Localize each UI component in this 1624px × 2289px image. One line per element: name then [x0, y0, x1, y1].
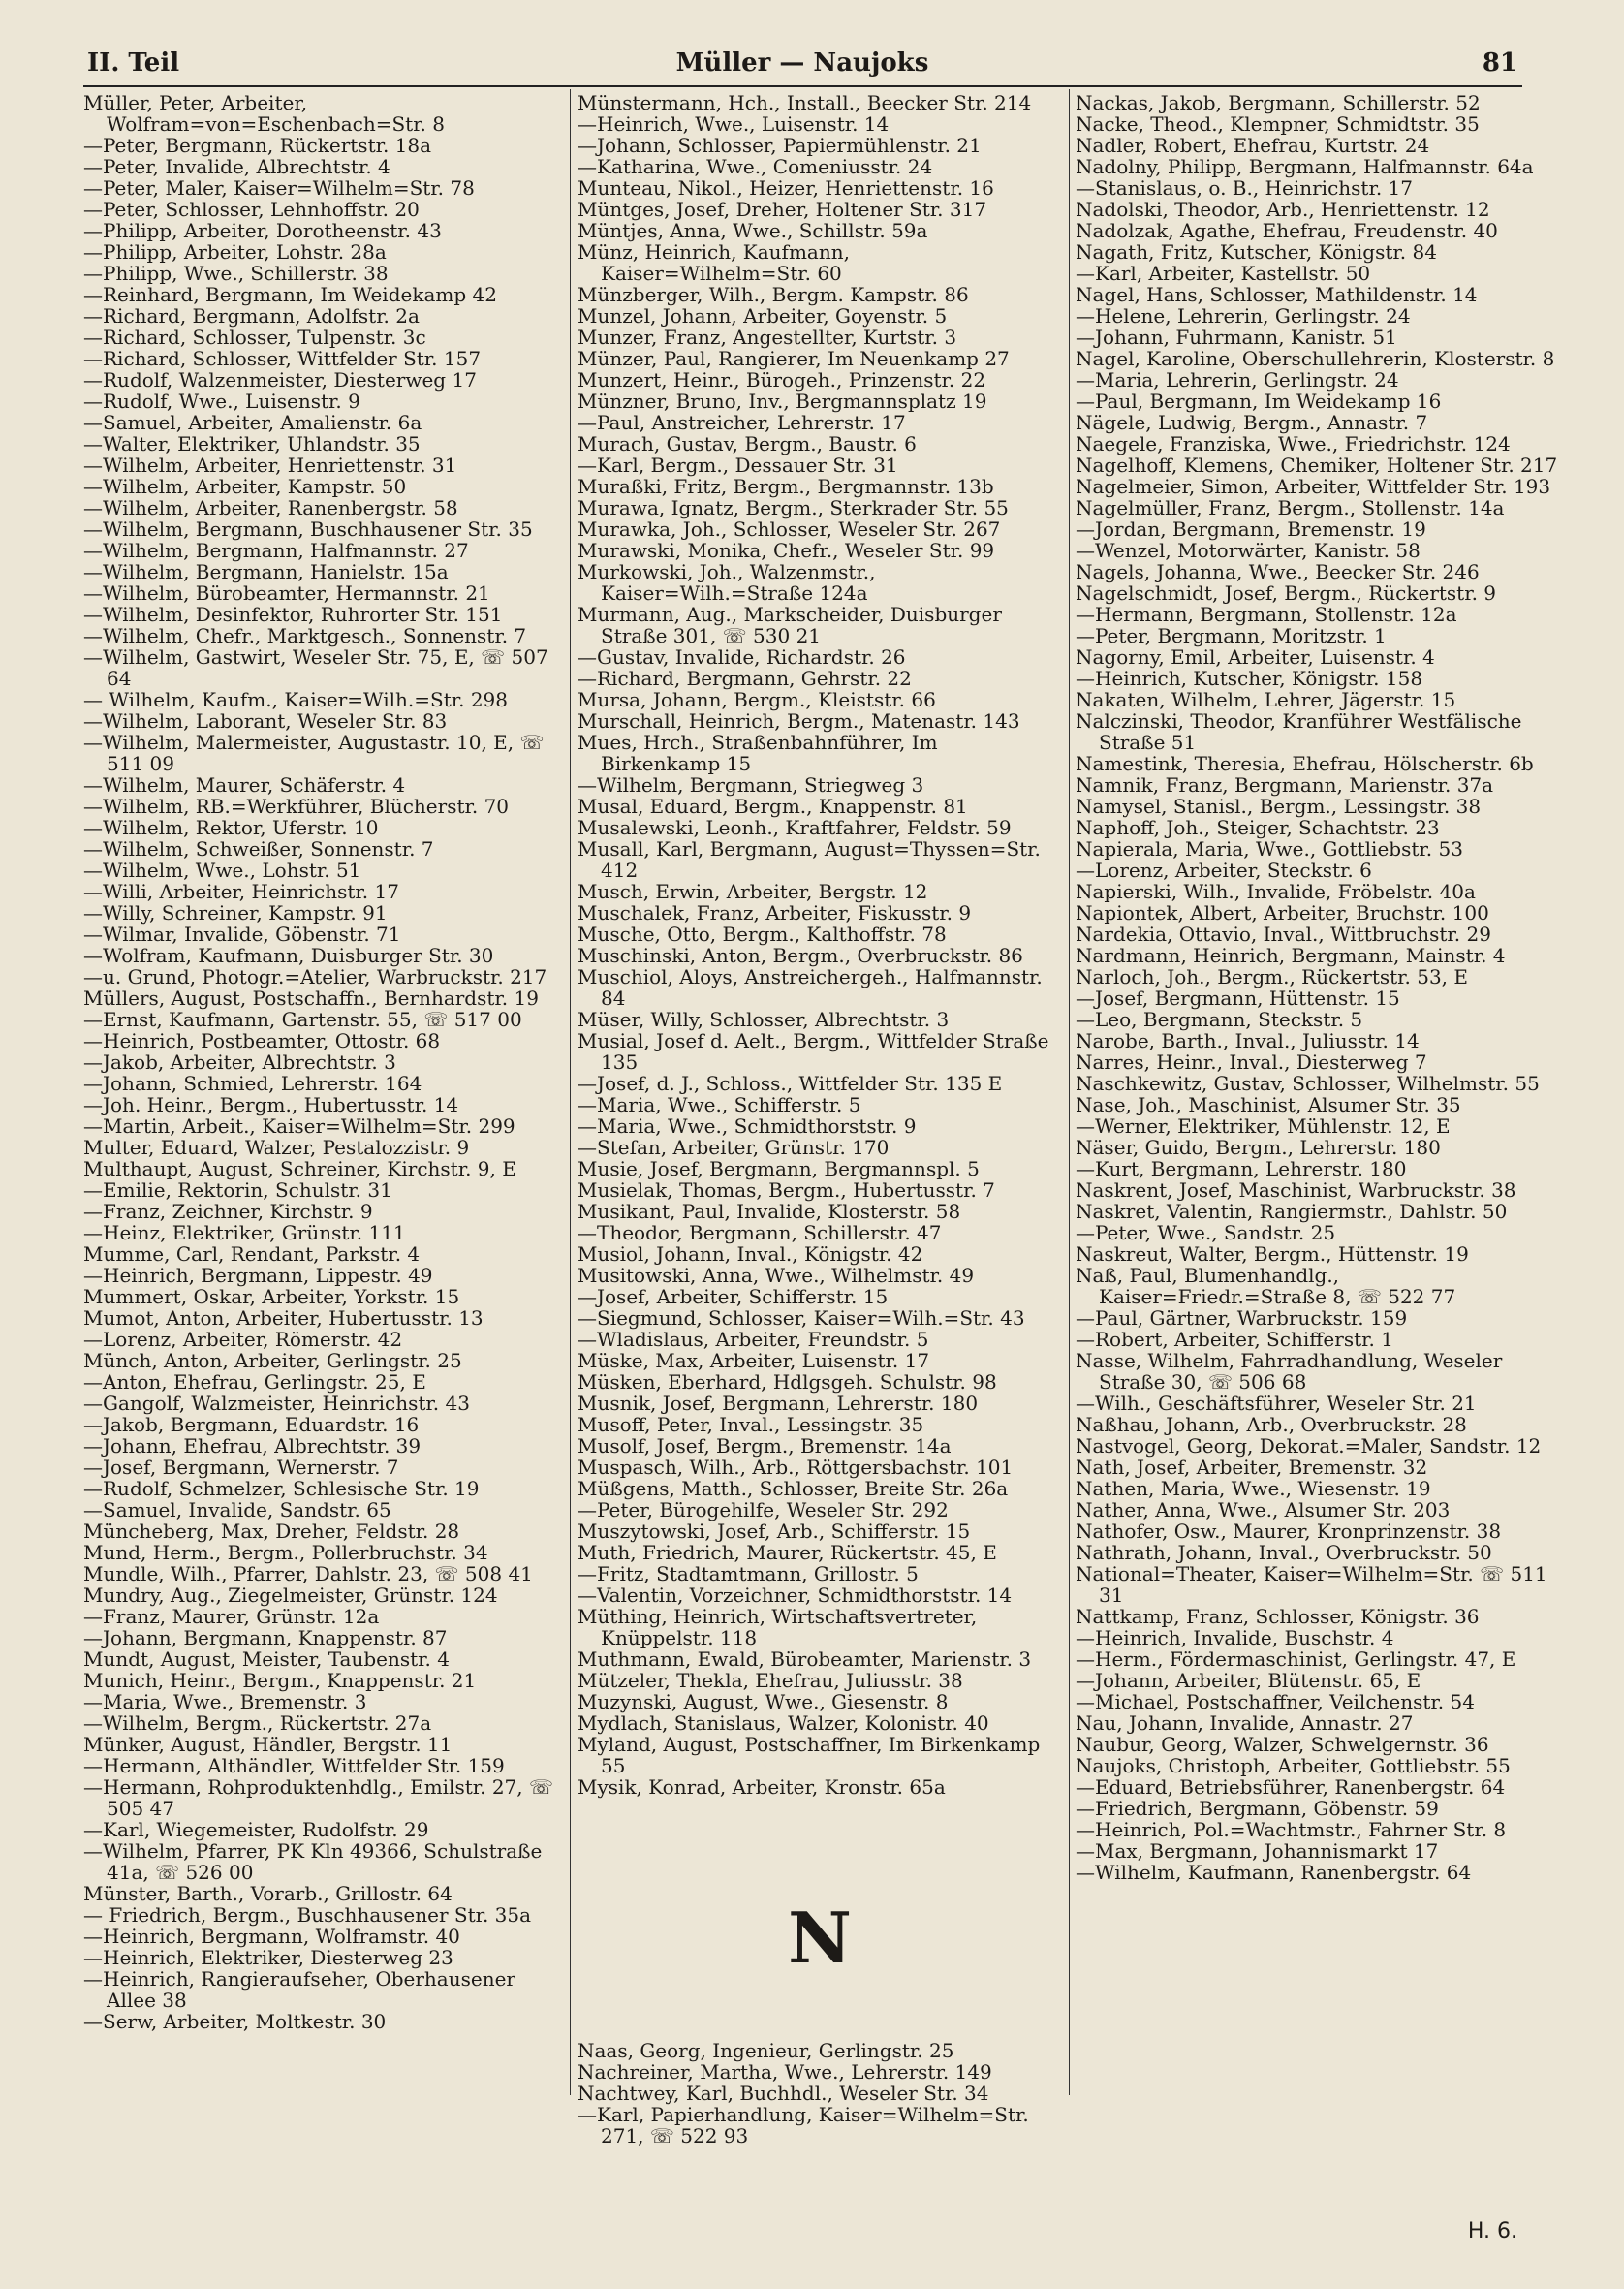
directory-entry: —Ernst, Kaufmann, Gartenstr. 55, ☏ 517 00: [83, 1008, 522, 1031]
directory-entry: Narobe, Barth., Inval., Juliusstr. 14: [1076, 1029, 1420, 1052]
directory-entry: Munzert, Heinr., Bürogeh., Prinzenstr. 22: [578, 368, 986, 392]
directory-entry: Mursa, Johann, Bergm., Kleiststr. 66: [578, 688, 936, 711]
directory-entry: Musnik, Josef, Bergmann, Lehrerstr. 180: [578, 1392, 979, 1415]
directory-entry: Musitowski, Anna, Wwe., Wilhelmstr. 49: [578, 1264, 975, 1287]
directory-entry: —Josef, d. J., Schloss., Wittfelder Str. 135 E: [578, 1072, 1003, 1095]
directory-entry: Naujoks, Christoph, Arbeiter, Gottliebstr. 55: [1076, 1754, 1511, 1777]
header-title: Müller — Naujoks: [675, 48, 929, 78]
directory-entry: —Rudolf, Wwe., Luisenstr. 9: [83, 390, 360, 413]
directory-entry: Naegele, Franziska, Wwe., Friedrichstr. 124: [1076, 432, 1511, 455]
directory-entry: Muschalek, Franz, Arbeiter, Fiskusstr. 9: [578, 901, 972, 925]
directory-entry: Naskreut, Walter, Bergm., Hüttenstr. 19: [1076, 1242, 1469, 1266]
directory-entry: Naskret, Valentin, Rangiermstr., Dahlstr. 50: [1076, 1200, 1508, 1223]
directory-entry: Nagath, Fritz, Kutscher, Königstr. 84: [1076, 240, 1437, 264]
directory-entry: —Heinrich, Bergmann, Wolframstr. 40: [83, 1925, 460, 1948]
directory-entry: Nattkamp, Franz, Schlosser, Königstr. 36: [1076, 1605, 1480, 1628]
directory-entry: —Karl, Wiegemeister, Rudolfstr. 29: [83, 1818, 429, 1841]
directory-entry: —Wilhelm, Chefr., Marktgesch., Sonnenstr. 7: [83, 624, 527, 647]
directory-entry: Musiol, Johann, Inval., Königstr. 42: [578, 1242, 923, 1266]
directory-entry: —Heinrich, Elektriker, Diesterweg 23: [83, 1946, 453, 1969]
directory-entry: —Maria, Lehrerin, Gerlingstr. 24: [1076, 368, 1399, 392]
directory-entry: —Richard, Bergmann, Gehrstr. 22: [578, 667, 912, 690]
directory-entry: —Martin, Arbeit., Kaiser=Wilhelm=Str. 299: [83, 1114, 515, 1138]
directory-entry: —Peter, Schlosser, Lehnhoffstr. 20: [83, 198, 420, 221]
directory-entry: —Lorenz, Arbeiter, Römerstr. 42: [83, 1328, 403, 1351]
directory-entry: —Heinrich, Wwe., Luisenstr. 14: [578, 112, 890, 136]
directory-entry: —Wilhelm, Desinfektor, Ruhrorter Str. 151: [83, 603, 503, 626]
directory-entry: —Paul, Anstreicher, Lehrerstr. 17: [578, 411, 906, 434]
directory-entry: —Katharina, Wwe., Comeniusstr. 24: [578, 155, 933, 178]
directory-entry: —Wilhelm, RB.=Werkführer, Blücherstr. 70: [83, 795, 510, 818]
directory-entry: —Wilhelm, Malermeister, Augustastr. 10, E, ☏ 511 09: [83, 731, 545, 775]
directory-entry: Napierski, Wilh., Invalide, Fröbelstr. 40a: [1076, 880, 1476, 903]
directory-entry: Näser, Guido, Bergm., Lehrerstr. 180: [1076, 1136, 1441, 1159]
directory-entry: —Willy, Schreiner, Kampstr. 91: [83, 901, 388, 925]
directory-entry: Musall, Karl, Bergmann, August=Thyssen=Str. 412: [578, 837, 1041, 882]
directory-entry: —Stefan, Arbeiter, Grünstr. 170: [578, 1136, 890, 1159]
page-header: [87, 48, 1517, 87]
directory-entry: —Peter, Invalide, Albrechtstr. 4: [83, 155, 390, 178]
directory-entry: — Friedrich, Bergm., Buschhausener Str. 35a: [83, 1903, 532, 1927]
directory-entry: Muschiol, Aloys, Anstreichergeh., Halfmannstr. 84: [578, 965, 1043, 1010]
directory-entry: —Samuel, Arbeiter, Amalienstr. 6a: [83, 411, 422, 434]
directory-entry: —Kurt, Bergmann, Lehrerstr. 180: [1076, 1157, 1407, 1180]
directory-entry: Murawka, Joh., Schlosser, Weseler Str. 267: [578, 517, 1001, 541]
directory-entry: Nagelmeier, Simon, Arbeiter, Wittfelder Str. 193: [1076, 475, 1551, 498]
header-part: II. Teil: [87, 48, 180, 78]
directory-entry: —Fritz, Stadtamtmann, Grillostr. 5: [578, 1562, 919, 1585]
directory-entry: Naskrent, Josef, Maschinist, Warbruckstr. 38: [1076, 1178, 1516, 1202]
directory-entry: —Hermann, Althändler, Wittfelder Str. 159: [83, 1754, 505, 1777]
directory-entry: —Helene, Lehrerin, Gerlingstr. 24: [1076, 304, 1411, 328]
directory-entry: —Friedrich, Bergmann, Göbenstr. 59: [1076, 1797, 1439, 1820]
directory-entry: —Peter, Bergmann, Moritzstr. 1: [1076, 624, 1387, 647]
directory-entry: —Philipp, Arbeiter, Dorotheenstr. 43: [83, 219, 442, 242]
directory-entry: Nau, Johann, Invalide, Annastr. 27: [1076, 1711, 1414, 1735]
directory-entry: Muthmann, Ewald, Bürobeamter, Marienstr. 3: [578, 1647, 1032, 1671]
header-rule: [83, 85, 1522, 87]
directory-entry: Nagelhoff, Klemens, Chemiker, Holtener Str. 217: [1076, 454, 1558, 477]
directory-entry: Musial, Josef d. Aelt., Bergm., Wittfelder Straße 135: [578, 1029, 1049, 1074]
directory-entry: —Wilhelm, Bergm., Rückertstr. 27a: [83, 1711, 432, 1735]
directory-entry: National=Theater, Kaiser=Wilhelm=Str. ☏ 511 31: [1076, 1562, 1547, 1607]
directory-entry: Mumot, Anton, Arbeiter, Hubertusstr. 13: [83, 1306, 484, 1330]
directory-entry: Nastvogel, Georg, Dekorat.=Maler, Sandstr. 12: [1076, 1434, 1542, 1458]
page-number: 81: [1482, 48, 1517, 78]
directory-entry: Müser, Willy, Schlosser, Albrechtstr. 3: [578, 1008, 950, 1031]
directory-entry: —Johann, Bergmann, Knappenstr. 87: [83, 1626, 448, 1649]
directory-entry: Münzner, Bruno, Inv., Bergmannsplatz 19: [578, 390, 987, 413]
directory-entry: Münster, Barth., Vorarb., Grillostr. 64: [83, 1882, 453, 1905]
directory-entry: —Wilhelm, Rektor, Uferstr. 10: [83, 816, 379, 839]
directory-entry: Mund, Herm., Bergm., Pollerbruchstr. 34: [83, 1541, 488, 1564]
directory-entry: —Samuel, Invalide, Sandstr. 65: [83, 1498, 391, 1521]
directory-entry: —Serw, Arbeiter, Moltkestr. 30: [83, 2010, 387, 2033]
directory-entry: Müsken, Eberhard, Hdlgsgeh. Schulstr. 98: [578, 1370, 997, 1394]
directory-entry: Naubur, Georg, Walzer, Schwelgernstr. 36: [1076, 1733, 1489, 1756]
directory-entry: —Richard, Schlosser, Wittfelder Str. 157: [83, 347, 482, 370]
directory-entry: —Franz, Maurer, Grünstr. 12a: [83, 1605, 380, 1628]
column-divider: [1069, 89, 1070, 2095]
directory-entry: —Philipp, Wwe., Schillerstr. 38: [83, 262, 389, 285]
directory-entry: Naßhau, Johann, Arb., Overbruckstr. 28: [1076, 1413, 1467, 1436]
directory-entry: —Wladislaus, Arbeiter, Freundstr. 5: [578, 1328, 929, 1351]
directory-entry: Munich, Heinr., Bergm., Knappenstr. 21: [83, 1669, 477, 1692]
directory-entry: Müncheberg, Max, Dreher, Feldstr. 28: [83, 1520, 460, 1543]
directory-entry: Musalewski, Leonh., Kraftfahrer, Feldstr. 59: [578, 816, 1012, 839]
directory-entry: —Philipp, Arbeiter, Lohstr. 28a: [83, 240, 387, 264]
directory-entry: —Willi, Arbeiter, Heinrichstr. 17: [83, 880, 399, 903]
directory-entry: Munzer, Franz, Angestellter, Kurtstr. 3: [578, 326, 957, 349]
directory-entry: —Rudolf, Schmelzer, Schlesische Str. 19: [83, 1477, 480, 1500]
directory-entry: —Karl, Bergm., Dessauer Str. 31: [578, 454, 898, 477]
directory-entry: —Wenzel, Motorwärter, Kanistr. 58: [1076, 539, 1421, 562]
section-letter: N: [788, 1897, 852, 1979]
directory-entry: Nadolzak, Agathe, Ehefrau, Freudenstr. 40: [1076, 219, 1498, 242]
directory-entry: —Herm., Fördermaschinist, Gerlingstr. 47, E: [1076, 1647, 1516, 1671]
directory-entry: —Wilhelm, Kaufmann, Ranenbergstr. 64: [1076, 1861, 1472, 1884]
column-2: [578, 91, 1062, 2148]
directory-entry: —Johann, Fuhrmann, Kanistr. 51: [1076, 326, 1397, 349]
directory-entry: Muschinski, Anton, Bergm., Overbruckstr. 86: [578, 944, 1023, 967]
directory-entry: —Wilhelm, Wwe., Lohstr. 51: [83, 859, 361, 882]
directory-entry: Musikant, Paul, Invalide, Klosterstr. 58: [578, 1200, 961, 1223]
directory-entry: Muzynski, August, Wwe., Giesenstr. 8: [578, 1690, 949, 1713]
directory-entry: —Wilhelm, Maurer, Schäferstr. 4: [83, 773, 406, 797]
directory-entry: —Wilh., Geschäftsführer, Weseler Str. 21: [1076, 1392, 1477, 1415]
directory-entry: —Johann, Schmied, Lehrerstr. 164: [83, 1072, 422, 1095]
directory-entry: Namestink, Theresia, Ehefrau, Hölscherstr. 6b: [1076, 752, 1534, 775]
directory-entry: Naß, Paul, Blumenhandlg., Kaiser=Friedr.=Straße 8, ☏ 522 77: [1076, 1264, 1456, 1308]
directory-entry: —Gangolf, Walzmeister, Heinrichstr. 43: [83, 1392, 470, 1415]
directory-entry: —Wilhelm, Arbeiter, Henriettenstr. 31: [83, 454, 457, 477]
directory-entry: —Stanislaus, o. B., Heinrichstr. 17: [1076, 176, 1413, 200]
directory-entry: Namnik, Franz, Bergmann, Marienstr. 37a: [1076, 773, 1494, 797]
directory-entry: Multer, Eduard, Walzer, Pestalozzistr. 9: [83, 1136, 470, 1159]
directory-entry: Nachtwey, Karl, Buchhdl., Weseler Str. 34: [578, 2082, 989, 2105]
directory-entry: —Johann, Arbeiter, Blütenstr. 65, E: [1076, 1669, 1421, 1692]
directory-entry: Nath, Josef, Arbeiter, Bremenstr. 32: [1076, 1456, 1428, 1479]
directory-entry: —Lorenz, Arbeiter, Steckstr. 6: [1076, 859, 1372, 882]
directory-entry: Musoff, Peter, Inval., Lessingstr. 35: [578, 1413, 924, 1436]
directory-entry: —Theodor, Bergmann, Schillerstr. 47: [578, 1221, 942, 1244]
directory-entry: —Max, Bergmann, Johannismarkt 17: [1076, 1839, 1439, 1863]
directory-entry: Mundle, Wilh., Pfarrer, Dahlstr. 23, ☏ 508 41: [83, 1562, 533, 1585]
directory-entry: Mundt, August, Meister, Taubenstr. 4: [83, 1647, 450, 1671]
directory-entry: Münker, August, Händler, Bergstr. 11: [83, 1733, 453, 1756]
directory-entry: Musal, Eduard, Bergm., Knappenstr. 81: [578, 795, 968, 818]
directory-entry: —Jordan, Bergmann, Bremenstr. 19: [1076, 517, 1426, 541]
column-divider: [570, 89, 571, 2095]
directory-entry: Narres, Heinr., Inval., Diesterweg 7: [1076, 1050, 1427, 1074]
directory-entry: —Josef, Bergmann, Wernerstr. 7: [83, 1456, 399, 1479]
directory-entry: —Paul, Gärtner, Warbruckstr. 159: [1076, 1306, 1408, 1330]
directory-entry: —Karl, Arbeiter, Kastellstr. 50: [1076, 262, 1371, 285]
signature-mark: H. 6.: [1467, 2219, 1517, 2243]
directory-entry: —Jakob, Bergmann, Eduardstr. 16: [83, 1413, 420, 1436]
directory-entry: Napierala, Maria, Wwe., Gottliebstr. 53: [1076, 837, 1463, 861]
directory-entry: —Hermann, Bergmann, Stollenstr. 12a: [1076, 603, 1457, 626]
directory-entry: —Richard, Schlosser, Tulpenstr. 3c: [83, 326, 426, 349]
directory-entry: —Wilhelm, Bergmann, Striegweg 3: [578, 773, 924, 797]
directory-entry: —Robert, Arbeiter, Schifferstr. 1: [1076, 1328, 1393, 1351]
directory-entry: Nagels, Johanna, Wwe., Beecker Str. 246: [1076, 560, 1480, 583]
directory-entry: —Franz, Zeichner, Kirchstr. 9: [83, 1200, 373, 1223]
directory-entry: —Heinrich, Rangieraufseher, Oberhausener Allee 38: [83, 1967, 515, 2012]
directory-entry: —Eduard, Betriebsführer, Ranenbergstr. 64: [1076, 1775, 1506, 1799]
directory-entry: Müthing, Heinrich, Wirtschaftsvertreter, Knüppelstr. 118: [578, 1605, 978, 1649]
directory-entry: Nachreiner, Martha, Wwe., Lehrerstr. 149: [578, 2060, 992, 2084]
directory-entry: Müske, Max, Arbeiter, Luisenstr. 17: [578, 1349, 930, 1372]
directory-entry: Nathen, Maria, Wwe., Wiesenstr. 19: [1076, 1477, 1431, 1500]
directory-entry: Muszytowski, Josef, Arb., Schifferstr. 15: [578, 1520, 971, 1543]
directory-entry: Nagelmüller, Franz, Bergm., Stollenstr. 14a: [1076, 496, 1505, 519]
directory-entry: Munzel, Johann, Arbeiter, Goyenstr. 5: [578, 304, 948, 328]
directory-entry: Nadolski, Theodor, Arb., Henriettenstr. 12: [1076, 198, 1490, 221]
directory-entry: Nakaten, Wilhelm, Lehrer, Jägerstr. 15: [1076, 688, 1456, 711]
directory-entry: —Emilie, Rektorin, Schulstr. 31: [83, 1178, 392, 1202]
directory-entry: —Peter, Bürogehilfe, Weseler Str. 292: [578, 1498, 949, 1521]
directory-entry: Murach, Gustav, Bergm., Baustr. 6: [578, 432, 917, 455]
directory-entry: —Maria, Wwe., Schifferstr. 5: [578, 1093, 861, 1116]
directory-entry: —Paul, Bergmann, Im Weidekamp 16: [1076, 390, 1442, 413]
directory-entry: —Wilhelm, Gastwirt, Weseler Str. 75, E, ☏ 507 64: [83, 645, 548, 690]
directory-entry: —Wilhelm, Schweißer, Sonnenstr. 7: [83, 837, 434, 861]
directory-entry: Müller, Peter, Arbeiter, Wolfram=von=Eschenbach=Str. 8: [83, 91, 445, 136]
directory-entry: —Hermann, Rohproduktenhdlg., Emilstr. 27, ☏ 505 47: [83, 1775, 554, 1820]
directory-entry: —Wilmar, Invalide, Göbenstr. 71: [83, 923, 401, 946]
directory-entry: —Joh. Heinr., Bergm., Hubertusstr. 14: [83, 1093, 459, 1116]
directory-entry: Münzberger, Wilh., Bergm. Kampstr. 86: [578, 283, 969, 306]
directory-entry: —Heinrich, Bergmann, Lippestr. 49: [83, 1264, 433, 1287]
directory-entry: —Josef, Bergmann, Hüttenstr. 15: [1076, 987, 1400, 1010]
directory-entry: Müntges, Josef, Dreher, Holtener Str. 317: [578, 198, 987, 221]
directory-entry: —Siegmund, Schlosser, Kaiser=Wilh.=Str. 43: [578, 1306, 1025, 1330]
directory-entry: —Heinrich, Kutscher, Königstr. 158: [1076, 667, 1423, 690]
directory-entry: Nagorny, Emil, Arbeiter, Luisenstr. 4: [1076, 645, 1435, 669]
directory-entry: Müllers, August, Postschaffn., Bernhardstr. 19: [83, 987, 539, 1010]
directory-entry: Nardmann, Heinrich, Bergmann, Mainstr. 4: [1076, 944, 1506, 967]
directory-entry: —Karl, Papierhandlung, Kaiser=Wilhelm=Str. 271, ☏ 522 93: [578, 2103, 1029, 2148]
directory-entry: Nathrath, Johann, Inval., Overbruckstr. 50: [1076, 1541, 1492, 1564]
directory-entry: —Maria, Wwe., Schmidthorststr. 9: [578, 1114, 917, 1138]
directory-entry: Mützeler, Thekla, Ehefrau, Juliusstr. 38: [578, 1669, 963, 1692]
directory-entry: Murkowski, Joh., Walzenmstr., Kaiser=Wilh.=Straße 124a: [578, 560, 876, 605]
directory-entry: —Jakob, Arbeiter, Albrechtstr. 3: [83, 1050, 396, 1074]
directory-entry: Myland, August, Postschaffner, Im Birkenkamp 55: [578, 1733, 1041, 1777]
directory-entry: —Leo, Bergmann, Steckstr. 5: [1076, 1008, 1363, 1031]
directory-entry: Mundry, Aug., Ziegelmeister, Grünstr. 124: [83, 1583, 498, 1607]
directory-entry: Mummert, Oskar, Arbeiter, Yorkstr. 15: [83, 1285, 460, 1308]
directory-entry: —Werner, Elektriker, Mühlenstr. 12, E: [1076, 1114, 1451, 1138]
directory-entry: —Josef, Arbeiter, Schifferstr. 15: [578, 1285, 889, 1308]
directory-entry: Napiontek, Albert, Arbeiter, Bruchstr. 100: [1076, 901, 1489, 925]
directory-entry: —Valentin, Vorzeichner, Schmidthorststr. 14: [578, 1583, 1013, 1607]
directory-entry: Munteau, Nikol., Heizer, Henriettenstr. 16: [578, 176, 994, 200]
directory-entry: Naschkewitz, Gustav, Schlosser, Wilhelmstr. 55: [1076, 1072, 1540, 1095]
directory-entry: Nadolny, Philipp, Bergmann, Halfmannstr. 64a: [1076, 155, 1534, 178]
directory-entry: —Peter, Bergmann, Rückertstr. 18a: [83, 134, 432, 157]
directory-entry: Nacke, Theod., Klempner, Schmidtstr. 35: [1076, 112, 1480, 136]
directory-entry: —Gustav, Invalide, Richardstr. 26: [578, 645, 906, 669]
directory-entry: Musielak, Thomas, Bergm., Hubertusstr. 7: [578, 1178, 995, 1202]
directory-entry: Murawski, Monika, Chefr., Weseler Str. 99: [578, 539, 995, 562]
directory-entry: Nägele, Ludwig, Bergm., Annastr. 7: [1076, 411, 1428, 434]
directory-entry: Nasse, Wilhelm, Fahrradhandlung, Weseler Straße 30, ☏ 506 68: [1076, 1349, 1503, 1394]
directory-entry: Naphoff, Joh., Steiger, Schachtstr. 23: [1076, 816, 1440, 839]
directory-entry: Mydlach, Stanislaus, Walzer, Kolonistr. 40: [578, 1711, 989, 1735]
directory-entry: —u. Grund, Photogr.=Atelier, Warbruckstr. 217: [83, 965, 547, 988]
directory-entry: Muth, Friedrich, Maurer, Rückertstr. 45, E: [578, 1541, 997, 1564]
directory-entry: Musch, Erwin, Arbeiter, Bergstr. 12: [578, 880, 928, 903]
directory-entry: —Johann, Schlosser, Papiermühlenstr. 21: [578, 134, 982, 157]
directory-entry: —Wilhelm, Bergmann, Buschhausener Str. 35: [83, 517, 533, 541]
directory-entry: —Wilhelm, Arbeiter, Ranenbergstr. 58: [83, 496, 458, 519]
directory-entry: —Reinhard, Bergmann, Im Weidekamp 42: [83, 283, 497, 306]
directory-entry: —Wilhelm, Bergmann, Hanielstr. 15a: [83, 560, 449, 583]
directory-entry: Naas, Georg, Ingenieur, Gerlingstr. 25: [578, 2039, 954, 2062]
directory-entry: Nathofer, Osw., Maurer, Kronprinzenstr. 38: [1076, 1520, 1502, 1543]
directory-entry: Nalczinski, Theodor, Kranführer Westfälische Straße 51: [1076, 709, 1522, 754]
directory-entry: Murawa, Ignatz, Bergm., Sterkrader Str. 55: [578, 496, 1009, 519]
directory-entry: Müntjes, Anna, Wwe., Schillstr. 59a: [578, 219, 928, 242]
directory-entry: Muraßki, Fritz, Bergm., Bergmannstr. 13b: [578, 475, 994, 498]
directory-entry: Müßgens, Matth., Schlosser, Breite Str. 26a: [578, 1477, 1009, 1500]
directory-entry: Murschall, Heinrich, Bergm., Matenastr. 143: [578, 709, 1020, 733]
directory-entry: —Heinrich, Pol.=Wachtmstr., Fahrner Str. 8: [1076, 1818, 1507, 1841]
directory-entry: —Heinrich, Invalide, Buschstr. 4: [1076, 1626, 1394, 1649]
directory-entry: Münzer, Paul, Rangierer, Im Neuenkamp 27: [578, 347, 1010, 370]
directory-entry: Mysik, Konrad, Arbeiter, Kronstr. 65a: [578, 1775, 946, 1799]
directory-entry: —Wilhelm, Bergmann, Halfmannstr. 27: [83, 539, 469, 562]
directory-entry: — Wilhelm, Kaufm., Kaiser=Wilh.=Str. 298: [83, 688, 508, 711]
directory-entry: Namysel, Stanisl., Bergm., Lessingstr. 38: [1076, 795, 1482, 818]
directory-entry: Nadler, Robert, Ehefrau, Kurtstr. 24: [1076, 134, 1430, 157]
column-3: [1076, 92, 1570, 2098]
directory-entry: Musolf, Josef, Bergm., Bremenstr. 14a: [578, 1434, 952, 1458]
column-1: [83, 92, 564, 2098]
directory-entry: —Heinrich, Postbeamter, Ottostr. 68: [83, 1029, 441, 1052]
directory-entry: —Wolfram, Kaufmann, Duisburger Str. 30: [83, 944, 494, 967]
directory-entry: Münz, Heinrich, Kaufmann, Kaiser=Wilhelm=Str. 60: [578, 240, 850, 285]
directory-entry: —Walter, Elektriker, Uhlandstr. 35: [83, 432, 421, 455]
directory-entry: Murmann, Aug., Markscheider, Duisburger Straße 301, ☏ 530 21: [578, 603, 1002, 647]
directory-entry: Nagel, Karoline, Oberschullehrerin, Klosterstr. 8: [1076, 347, 1555, 370]
directory-entry: Nardekia, Ottavio, Inval., Wittbruchstr. 29: [1076, 923, 1491, 946]
directory-entry: Nagelschmidt, Josef, Bergm., Rückertstr. 9: [1076, 581, 1497, 605]
directory-entry: —Richard, Bergmann, Adolfstr. 2a: [83, 304, 420, 328]
directory-entry: —Wilhelm, Pfarrer, PK Kln 49366, Schulstraße 41a, ☏ 526 00: [83, 1839, 543, 1884]
directory-entry: —Anton, Ehefrau, Gerlingstr. 25, E: [83, 1370, 426, 1394]
directory-entry: —Wilhelm, Bürobeamter, Hermannstr. 21: [83, 581, 490, 605]
directory-entry: Mues, Hrch., Straßenbahnführer, Im Birkenkamp 15: [578, 731, 938, 775]
directory-entry: —Rudolf, Walzenmeister, Diesterweg 17: [83, 368, 477, 392]
directory-entry: Musche, Otto, Bergm., Kalthoffstr. 78: [578, 923, 947, 946]
directory-entry: Musie, Josef, Bergmann, Bergmannspl. 5: [578, 1157, 980, 1180]
directory-entry: Muspasch, Wilh., Arb., Röttgersbachstr. 101: [578, 1456, 1014, 1479]
directory-entry: —Heinz, Elektriker, Grünstr. 111: [83, 1221, 406, 1244]
directory-entry: Nase, Joh., Maschinist, Alsumer Str. 35: [1076, 1093, 1461, 1116]
directory-entry: Münch, Anton, Arbeiter, Gerlingstr. 25: [83, 1349, 462, 1372]
directory-entry: Narloch, Joh., Bergm., Rückertstr. 53, E: [1076, 965, 1468, 988]
directory-entry: —Peter, Wwe., Sandstr. 25: [1076, 1221, 1336, 1244]
directory-entry: Nackas, Jakob, Bergmann, Schillerstr. 52: [1076, 91, 1481, 114]
directory-entry: Mumme, Carl, Rendant, Parkstr. 4: [83, 1242, 421, 1266]
directory-entry: —Michael, Postschaffner, Veilchenstr. 54: [1076, 1690, 1475, 1713]
directory-entry: —Maria, Wwe., Bremenstr. 3: [83, 1690, 367, 1713]
directory-entry: Multhaupt, August, Schreiner, Kirchstr. 9, E: [83, 1157, 516, 1180]
directory-entry: —Wilhelm, Laborant, Weseler Str. 83: [83, 709, 448, 733]
directory-entry: —Johann, Ehefrau, Albrechtstr. 39: [83, 1434, 422, 1458]
directory-entry: —Peter, Maler, Kaiser=Wilhelm=Str. 78: [83, 176, 475, 200]
directory-entry: Münstermann, Hch., Install., Beecker Str. 214: [578, 91, 1032, 114]
directory-entry: —Wilhelm, Arbeiter, Kampstr. 50: [83, 475, 407, 498]
directory-entry: Nather, Anna, Wwe., Alsumer Str. 203: [1076, 1498, 1451, 1521]
directory-entry: Nagel, Hans, Schlosser, Mathildenstr. 14: [1076, 283, 1478, 306]
